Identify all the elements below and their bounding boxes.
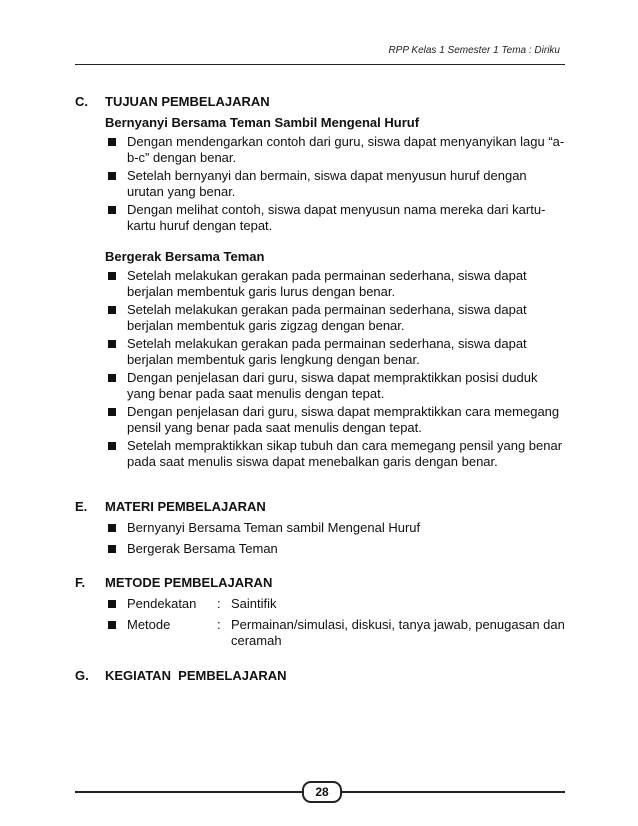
section-tujuan (75, 93, 565, 472)
section-title: KEGIATAN PEMBELAJARAN (105, 668, 287, 683)
square-bullet-icon (108, 621, 116, 629)
section-heading (75, 667, 565, 684)
square-bullet-icon (108, 442, 116, 450)
kv-key: Pendekatan (127, 596, 197, 611)
list-item: Setelah melakukan gerakan pada permainan sederhana, siswa dapat berjalan membentuk garis zigzag dengan benar. (105, 302, 565, 334)
section-title: METODE PEMBELAJARAN (105, 575, 273, 590)
list-item: Dengan melihat contoh, siswa dapat menyusun nama mereka dari kartu-kartu huruf dengan tepat. (105, 202, 565, 234)
bullet-list (105, 134, 565, 234)
bullet-list (105, 520, 565, 557)
section-metode (75, 574, 565, 651)
list-item (105, 617, 565, 649)
section-kegiatan (75, 667, 565, 684)
list-item: Setelah melakukan gerakan pada permainan sederhana, siswa dapat berjalan membentuk garis lengkung dengan benar. (105, 336, 565, 368)
square-bullet-icon (108, 600, 116, 608)
list-item: Dengan mendengarkan contoh dari guru, siswa dapat menyanyikan lagu “a-b-c” dengan benar. (105, 134, 565, 166)
square-bullet-icon (108, 340, 116, 348)
square-bullet-icon (108, 138, 116, 146)
footer-rule-left (75, 791, 304, 793)
subheading: Bergerak Bersama Teman (105, 249, 265, 264)
list-item (105, 596, 565, 612)
square-bullet-icon (108, 206, 116, 214)
list-item: Bernyanyi Bersama Teman sambil Mengenal Huruf (105, 520, 565, 536)
square-bullet-icon (108, 524, 116, 532)
bullet-list (105, 268, 565, 470)
square-bullet-icon (108, 306, 116, 314)
footer-rule-right (336, 791, 565, 793)
section-letter: E. (75, 499, 88, 514)
section-title: MATERI PEMBELAJARAN (105, 499, 266, 514)
section-heading (75, 498, 565, 515)
section-title: TUJUAN PEMBELAJARAN (105, 94, 270, 109)
section-letter: F. (75, 575, 86, 590)
kv-value: Saintifik (231, 596, 277, 611)
kv-value: Permainan/simulasi, diskusi, tanya jawab, penugasan dan ceramah (231, 617, 565, 648)
square-bullet-icon (108, 545, 116, 553)
kv-separator: : (217, 596, 221, 611)
list-item: Dengan penjelasan dari guru, siswa dapat mempraktikkan posisi duduk yang benar pada saat menulis dengan tepat. (105, 370, 565, 402)
kv-separator: : (217, 617, 221, 632)
section-letter: C. (75, 94, 88, 109)
running-header: RPP Kelas 1 Semester 1 Tema : Diriku (388, 45, 560, 56)
list-item: Setelah mempraktikkan sikap tubuh dan cara memegang pensil yang benar pada saat menulis siswa dapat menebalkan garis dengan benar. (105, 438, 565, 470)
section-heading (75, 93, 565, 110)
square-bullet-icon (108, 374, 116, 382)
section-letter: G. (75, 668, 89, 683)
square-bullet-icon (108, 172, 116, 180)
header-rule (75, 64, 565, 65)
list-item: Dengan penjelasan dari guru, siswa dapat mempraktikkan cara memegang pensil yang benar pada saat menulis dengan tepat. (105, 404, 565, 436)
section-materi (75, 498, 565, 559)
section-heading (75, 574, 565, 591)
list-item: Setelah bernyanyi dan bermain, siswa dapat menyusun huruf dengan urutan yang benar. (105, 168, 565, 200)
page-number: 28 (302, 781, 342, 803)
list-item: Bergerak Bersama Teman (105, 541, 565, 557)
list-item: Setelah melakukan gerakan pada permainan sederhana, siswa dapat berjalan membentuk garis lurus dengan benar. (105, 268, 565, 300)
subheading: Bernyanyi Bersama Teman Sambil Mengenal Huruf (105, 115, 420, 130)
key-value-list (105, 596, 565, 649)
square-bullet-icon (108, 408, 116, 416)
kv-key: Metode (127, 617, 171, 632)
square-bullet-icon (108, 272, 116, 280)
